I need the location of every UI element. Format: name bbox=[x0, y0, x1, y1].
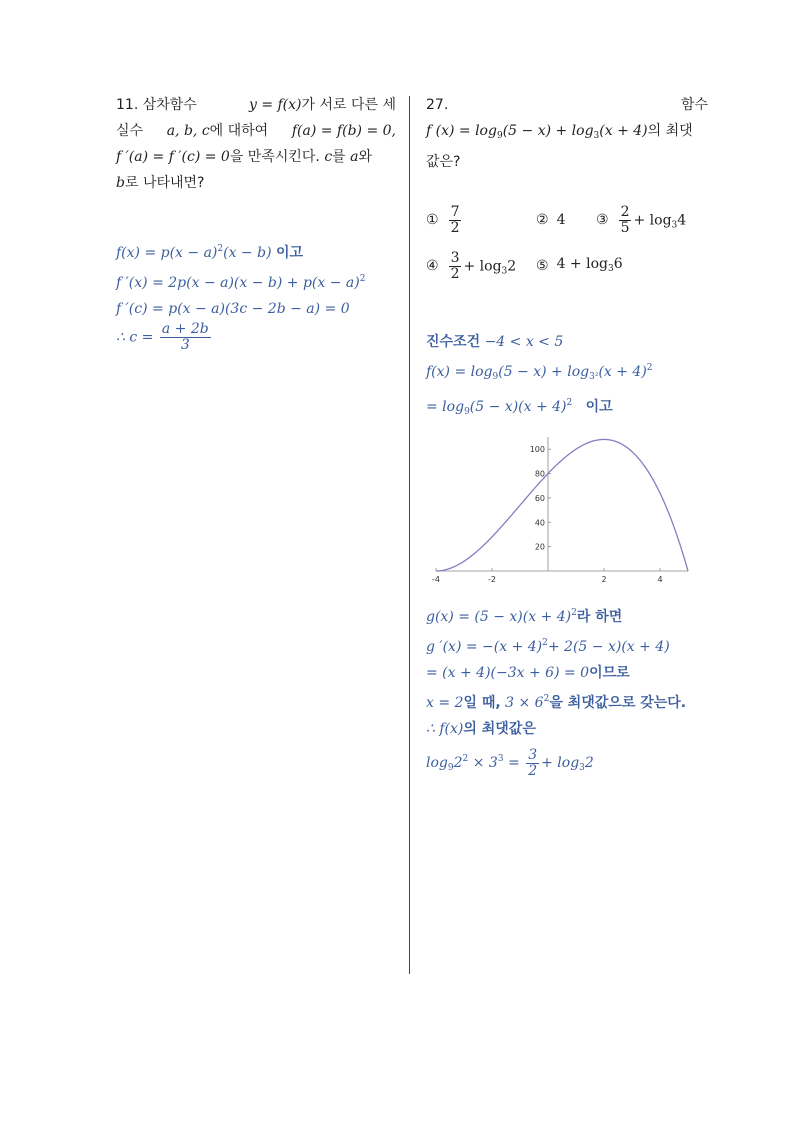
superscript: 2 bbox=[359, 274, 366, 284]
choice-value: 4 + log bbox=[556, 255, 608, 272]
problem-text: 을 만족시킨다. bbox=[229, 149, 320, 165]
column-divider bbox=[409, 96, 410, 974]
subscript: 9 bbox=[492, 372, 499, 382]
denominator: 2 bbox=[450, 219, 460, 236]
problem-text: 값은? bbox=[426, 154, 461, 170]
choice-marker: ④ bbox=[426, 258, 439, 274]
solution-word: 라 하면 bbox=[576, 609, 623, 625]
math-expr: f(a) = f(b) = 0, bbox=[291, 123, 396, 139]
math-expr: c bbox=[324, 149, 333, 165]
subscript: 3 bbox=[501, 266, 508, 276]
solution-word: 이고 bbox=[276, 245, 304, 261]
solution-expr: −4 < x < 5 bbox=[484, 334, 564, 350]
y-tick-label: 80 bbox=[534, 469, 545, 479]
solution-word: 이므로 bbox=[589, 665, 630, 681]
choice-marker: ③ bbox=[596, 212, 609, 228]
superscript: 2 bbox=[217, 244, 224, 254]
denominator: 2 bbox=[450, 265, 460, 282]
problem-27 bbox=[426, 92, 708, 781]
solution-expr: f ′(c) = p(x − a)(3c − 2b − a) = 0 bbox=[116, 301, 350, 317]
problem-text: 가 서로 다른 세 bbox=[301, 97, 396, 113]
subscript: 3 bbox=[579, 763, 585, 773]
math-expr: (x + 4) bbox=[599, 123, 648, 139]
solution-expr: (5 − x) + log bbox=[498, 364, 590, 380]
solution-expr: = (x + 4)(−3x + 6) = 0 bbox=[426, 665, 590, 681]
problem-11-statement bbox=[116, 92, 396, 196]
solution-expr: × 3 bbox=[472, 755, 498, 771]
y-tick-label: 100 bbox=[529, 445, 545, 455]
subscript: 3 bbox=[593, 131, 600, 141]
solution-expr: = bbox=[508, 755, 520, 771]
choice-1[interactable] bbox=[426, 205, 536, 236]
subscript: 9 bbox=[496, 131, 503, 141]
problem-text: 를 bbox=[332, 149, 346, 165]
numerator: 3 bbox=[528, 746, 538, 763]
choice-value: + log bbox=[633, 212, 672, 228]
solution-expr: (5 − x)(x + 4) bbox=[469, 399, 567, 415]
solution-expr: f(x) = log bbox=[426, 364, 493, 380]
superscript: 2 bbox=[646, 363, 653, 373]
answer-choices bbox=[426, 197, 708, 289]
problem-11 bbox=[116, 92, 396, 353]
fraction bbox=[449, 251, 462, 282]
problem-27-statement bbox=[426, 92, 708, 175]
y-tick-label: 20 bbox=[534, 542, 545, 552]
math-expr: a, b, c bbox=[166, 123, 210, 139]
choice-2[interactable] bbox=[536, 210, 596, 230]
solution-expr: (x + 4) bbox=[598, 364, 647, 380]
solution-word: 의 최댓값은 bbox=[463, 721, 536, 737]
superscript: 2 bbox=[543, 694, 550, 704]
function-curve bbox=[436, 439, 688, 571]
numerator: 3 bbox=[450, 249, 460, 266]
x-tick-label: 4 bbox=[657, 575, 663, 584]
problem-number: 27. bbox=[426, 97, 449, 113]
fraction bbox=[449, 205, 462, 236]
problem-text: 와 bbox=[358, 149, 373, 165]
solution-expr: 3 × 6 bbox=[505, 695, 544, 711]
y-tick-label: 40 bbox=[534, 518, 545, 528]
choice-5[interactable] bbox=[536, 254, 623, 279]
solution-expr: g(x) = (5 − x)(x + 4) bbox=[426, 609, 572, 625]
superscript: 3 bbox=[497, 754, 504, 764]
problem-text: 에 대하여 bbox=[209, 123, 269, 139]
choice-value: 2 bbox=[507, 258, 517, 274]
denominator: 2 bbox=[528, 762, 538, 779]
problem-text: 삼차함수 bbox=[142, 97, 197, 113]
solution-word: 진수조건 bbox=[426, 334, 481, 350]
problem-number: 11. bbox=[116, 97, 139, 113]
solution-word: 일 때, bbox=[463, 695, 501, 711]
math-expr: (5 − x) + log bbox=[502, 123, 594, 139]
choice-value: + log bbox=[463, 258, 502, 274]
fraction bbox=[619, 205, 632, 236]
solution-expr: f ′(x) = 2p(x − a)(x − b) + p(x − a) bbox=[116, 275, 360, 291]
choice-marker: ① bbox=[426, 212, 439, 228]
solution-word: 을 최댓값으로 갖는다. bbox=[549, 695, 687, 711]
solution-expr: x = 2 bbox=[426, 695, 464, 711]
choice-marker: ② bbox=[536, 212, 549, 228]
solution-expr: = log bbox=[426, 399, 465, 415]
function-graph bbox=[426, 431, 696, 591]
math-expr: a bbox=[350, 149, 359, 165]
solution-expr: log bbox=[426, 755, 448, 771]
solution-expr: g ′(x) = −(x + 4) bbox=[426, 639, 543, 655]
solution-expr: 2 bbox=[453, 755, 463, 771]
denominator: 5 bbox=[620, 219, 630, 236]
y-tick-label: 60 bbox=[534, 493, 545, 503]
choice-3[interactable] bbox=[596, 205, 686, 236]
problem-text: 함수 bbox=[680, 97, 708, 113]
math-expr: b bbox=[116, 175, 125, 191]
subscript: 3 bbox=[607, 263, 614, 274]
superscript: 2 bbox=[566, 398, 573, 408]
choice-value: 6 bbox=[613, 255, 623, 272]
solution-expr: (x − b) bbox=[223, 245, 272, 261]
problem-text: 실수 bbox=[116, 123, 144, 139]
solution-expr: f(x) = p(x − a) bbox=[116, 245, 218, 261]
choice-value: 4 bbox=[556, 212, 566, 228]
problem-text: 로 나타내면? bbox=[124, 175, 205, 191]
x-tick-label: -4 bbox=[432, 575, 440, 584]
solution-expr: + 2(5 − x)(x + 4) bbox=[547, 639, 670, 655]
superscript: 2 bbox=[462, 754, 469, 764]
solution-word: 이고 bbox=[585, 399, 613, 415]
choice-4[interactable] bbox=[426, 251, 536, 282]
fraction bbox=[160, 322, 211, 353]
numerator: 7 bbox=[450, 203, 460, 220]
problem-27-solution bbox=[426, 329, 708, 781]
math-expr: f ′(a) = f ′(c) = 0 bbox=[116, 149, 230, 165]
subscript: 9 bbox=[447, 763, 454, 773]
solution-expr: ∴ f(x) bbox=[426, 721, 464, 737]
choice-marker: ⑤ bbox=[536, 258, 549, 274]
x-tick-label: -2 bbox=[488, 575, 496, 584]
x-tick-label: 2 bbox=[601, 575, 607, 584]
fraction bbox=[526, 748, 539, 779]
problem-text: 의 최댓 bbox=[647, 123, 693, 139]
numerator: 2 bbox=[620, 203, 630, 220]
math-expr: y = f(x) bbox=[248, 97, 302, 113]
solution-expr: 2 bbox=[584, 755, 594, 771]
numerator: a + 2b bbox=[161, 321, 209, 337]
subscript: 3 bbox=[671, 220, 678, 230]
math-expr: f (x) = log bbox=[426, 123, 497, 139]
solution-expr: ∴ c = bbox=[116, 329, 154, 346]
subscript: 3² bbox=[589, 372, 599, 382]
subscript: 9 bbox=[464, 407, 470, 417]
superscript: 2 bbox=[542, 638, 548, 648]
solution-expr: + log bbox=[541, 755, 580, 771]
superscript: 2 bbox=[571, 608, 577, 618]
denominator: 3 bbox=[180, 337, 190, 353]
choice-value: 4 bbox=[677, 212, 687, 228]
problem-11-solution bbox=[116, 236, 396, 353]
